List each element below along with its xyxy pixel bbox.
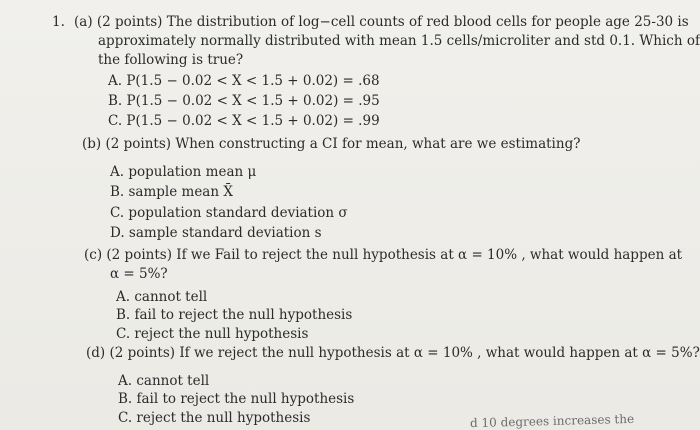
part-c-option-c: C. reject the null hypothesis	[116, 326, 309, 342]
part-b-option-b: B. sample mean X̄	[110, 184, 233, 200]
part-b-option-c: C. population standard deviation σ	[110, 205, 348, 221]
part-a-label: (a)	[74, 14, 93, 30]
question-number: 1.	[52, 14, 65, 30]
cutoff-text: d 10 degrees increases the	[469, 411, 635, 430]
part-a-option-a: A. P(1.5 − 0.02 < X < 1.5 + 0.02) = .68	[108, 73, 380, 89]
part-b-line-1	[82, 135, 580, 153]
part-a-option-b: B. P(1.5 − 0.02 < X < 1.5 + 0.02) = .95	[108, 93, 380, 109]
part-a-line-3: the following is true?	[98, 52, 244, 68]
part-c-points: (2 points)	[106, 247, 172, 263]
part-b-text: When constructing a CI for mean, what are we estimating?	[175, 136, 581, 152]
part-c-label: (c)	[84, 247, 103, 263]
part-d-points: (2 points)	[109, 345, 176, 361]
part-d-option-c: C. reject the null hypothesis	[118, 410, 311, 426]
part-a-line-2: approximately normally distributed with mean 1.5 cells/microliter and std 0.1. Which of	[98, 33, 700, 49]
part-d-line-1	[86, 344, 700, 362]
part-b-label: (b)	[82, 136, 102, 152]
part-c-line-2: α = 5%?	[110, 266, 168, 282]
part-c-text-1: If we Fail to reject the null hypothesis at α = 10% , what would happen at	[176, 247, 683, 263]
part-a-option-c: C. P(1.5 − 0.02 < X < 1.5 + 0.02) = .99	[108, 113, 380, 129]
part-b-option-a: A. population mean μ	[110, 164, 257, 180]
part-d-text: If we reject the null hypothesis at α = 10% , what would happen at α = 5%?	[179, 345, 700, 361]
part-d-label: (d)	[86, 345, 106, 361]
part-a-line-1	[74, 13, 689, 31]
part-c-option-b: B. fail to reject the null hypothesis	[116, 307, 353, 323]
part-d-option-a: A. cannot tell	[118, 373, 210, 389]
part-a-text-1: The distribution of log−cell counts of red blood cells for people age 25-30 is	[166, 14, 689, 30]
part-c-option-a: A. cannot tell	[116, 289, 208, 305]
part-d-option-b: B. fail to reject the null hypothesis	[118, 391, 355, 407]
part-b-points: (2 points)	[105, 136, 172, 152]
part-c-line-1	[84, 246, 682, 264]
part-a-points: (2 points)	[96, 14, 163, 30]
part-b-option-d: D. sample standard deviation s	[110, 225, 322, 241]
